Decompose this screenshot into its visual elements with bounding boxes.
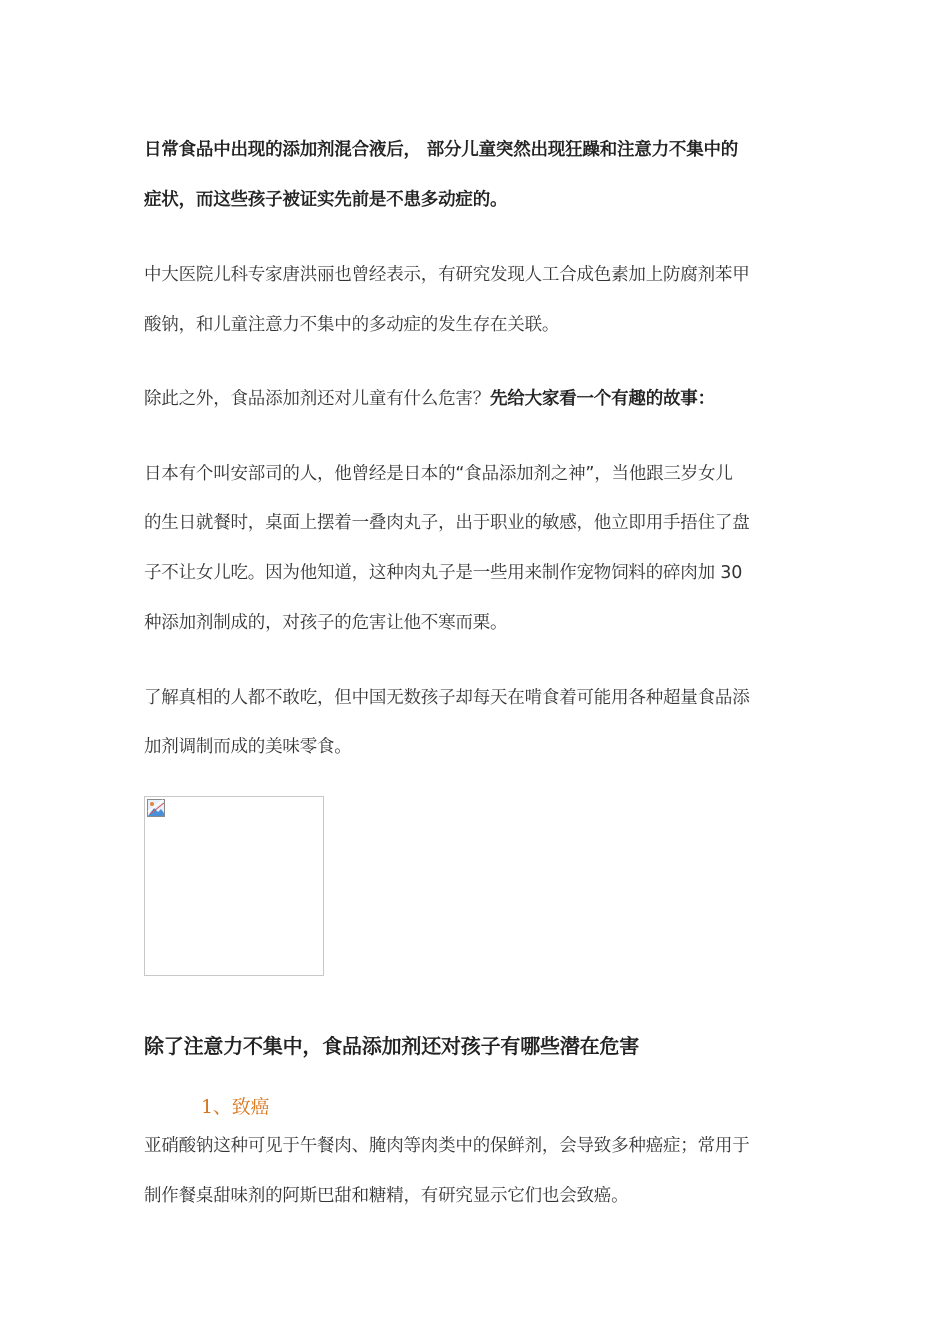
- image-placeholder: [144, 796, 324, 976]
- para3-normal-text: 除此之外，食品添加剂还对儿童有什么危害？: [144, 389, 490, 409]
- para4-line1: 日本有个叫安部司的人，他曾经是日本的“食品添加剂之神”，当他跟三岁女儿: [144, 464, 733, 484]
- para4-line4: 种添加剂制成的，对孩子的危害让他不寒而栗。: [144, 613, 508, 633]
- item1-line1: 亚硝酸钠这种可见于午餐肉、腌肉等肉类中的保鲜剂，会导致多种癌症；常用于: [144, 1136, 750, 1156]
- item1-title: 1、致癌: [201, 1096, 270, 1118]
- para2-line2: 酸钠，和儿童注意力不集中的多动症的发生存在关联。: [144, 315, 560, 335]
- para5-line1: 了解真相的人都不敢吃，但中国无数孩子却每天在啃食着可能用各种超量食品添: [144, 688, 750, 708]
- para4-line2: 的生日就餐时，桌面上摆着一叠肉丸子，出于职业的敏感，他立即用手捂住了盘: [144, 513, 750, 533]
- para1-line2: 症状，而这些孩子被证实先前是不患多动症的。: [144, 190, 508, 210]
- para3-line: [144, 387, 715, 411]
- item1-line2: 制作餐桌甜味剂的阿斯巴甜和糖精，有研究显示它们也会致癌。: [144, 1186, 629, 1206]
- para3-bold-text: 先给大家看一个有趣的故事：: [490, 389, 715, 409]
- para5-line2: 加剂调制而成的美味零食。: [144, 737, 352, 757]
- broken-image-icon: [147, 799, 165, 817]
- para2-line1: 中大医院儿科专家唐洪丽也曾经表示，有研究发现人工合成色素加上防腐剂苯甲: [144, 265, 750, 285]
- para1-line1: 日常食品中出现的添加剂混合液后， 部分儿童突然出现狂躁和注意力不集中的: [144, 140, 739, 160]
- section-heading: 除了注意力不集中，食品添加剂还对孩子有哪些潜在危害: [144, 1034, 639, 1058]
- para4-line3: 子不让女儿吃。因为他知道，这种肉丸子是一些用来制作宠物饲料的碎肉加 30: [144, 563, 743, 583]
